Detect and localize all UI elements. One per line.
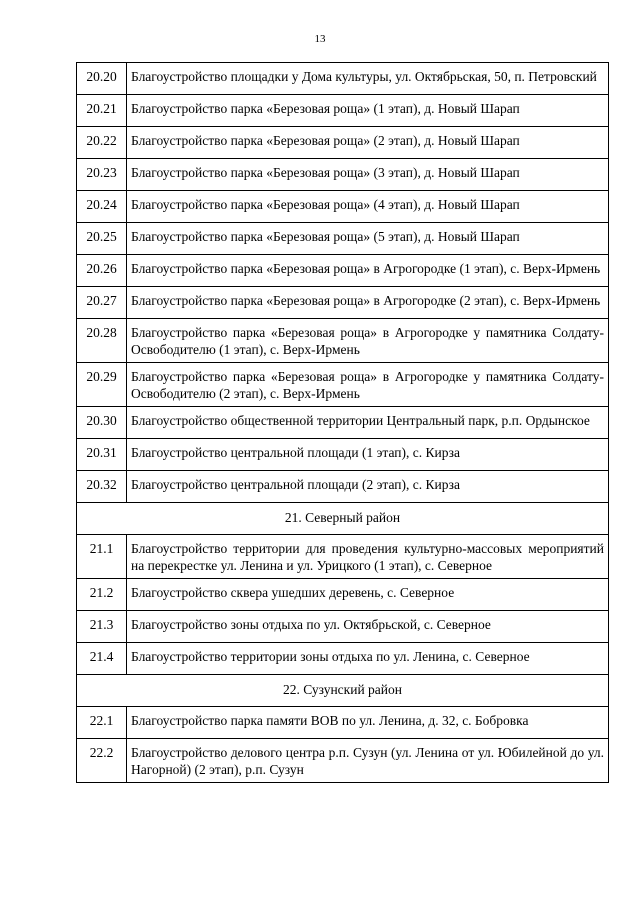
table-row: [77, 439, 609, 471]
page-number: 13: [314, 33, 326, 45]
item-description: Благоустройство парка «Березовая роща» в Агрогородке у памятника Солдату-Освободителю (2 этап), с. Верх-Ирмень: [127, 363, 609, 407]
item-number: 20.24: [77, 191, 127, 223]
item-number: 20.23: [77, 159, 127, 191]
section-header-row: [77, 503, 609, 535]
item-description: Благоустройство делового центра р.п. Сузун (ул. Ленина от ул. Юбилейной до ул. Нагорной) (2 этап), р.п. Сузун: [127, 739, 609, 783]
section-title: 22. Сузунский район: [77, 675, 609, 707]
item-description: Благоустройство парка «Березовая роща» (1 этап), д. Новый Шарап: [127, 95, 609, 127]
item-description: Благоустройство территории зоны отдыха по ул. Ленина, с. Северное: [127, 643, 609, 675]
item-description: Благоустройство парка «Березовая роща» (2 этап), д. Новый Шарап: [127, 127, 609, 159]
table-row: [77, 535, 609, 579]
table-row: [77, 739, 609, 783]
item-description: Благоустройство сквера ушедших деревень, с. Северное: [127, 579, 609, 611]
item-number: 21.1: [77, 535, 127, 579]
item-number: 20.30: [77, 407, 127, 439]
item-number: 20.27: [77, 287, 127, 319]
item-description: Благоустройство парка «Березовая роща» в Агрогородке (1 этап), с. Верх-Ирмень: [127, 255, 609, 287]
table-row: [77, 407, 609, 439]
table-row: [77, 191, 609, 223]
table-row: [77, 159, 609, 191]
table-row: [77, 127, 609, 159]
item-description: Благоустройство парка «Березовая роща» (3 этап), д. Новый Шарап: [127, 159, 609, 191]
item-number: 20.20: [77, 63, 127, 95]
item-description: Благоустройство парка «Березовая роща» в Агрогородке (2 этап), с. Верх-Ирмень: [127, 287, 609, 319]
section-title: 21. Северный район: [77, 503, 609, 535]
table-row: [77, 287, 609, 319]
item-number: 21.3: [77, 611, 127, 643]
table-row: [77, 95, 609, 127]
projects-table-body: [77, 63, 609, 783]
item-number: 21.4: [77, 643, 127, 675]
item-description: Благоустройство центральной площади (2 этап), с. Кирза: [127, 471, 609, 503]
item-number: 20.25: [77, 223, 127, 255]
item-number: 20.32: [77, 471, 127, 503]
table-row: [77, 223, 609, 255]
item-description: Благоустройство парка памяти ВОВ по ул. Ленина, д. 32, с. Бобровка: [127, 707, 609, 739]
item-number: 20.22: [77, 127, 127, 159]
item-number: 22.2: [77, 739, 127, 783]
table-row: [77, 707, 609, 739]
table-row: [77, 319, 609, 363]
item-number: 20.26: [77, 255, 127, 287]
item-number: 20.29: [77, 363, 127, 407]
item-description: Благоустройство парка «Березовая роща» (4 этап), д. Новый Шарап: [127, 191, 609, 223]
table-row: [77, 643, 609, 675]
item-description: Благоустройство площадки у Дома культуры, ул. Октябрьская, 50, п. Петровский: [127, 63, 609, 95]
item-number: 20.21: [77, 95, 127, 127]
table-row: [77, 579, 609, 611]
item-description: Благоустройство центральной площади (1 этап), с. Кирза: [127, 439, 609, 471]
item-description: Благоустройство общественной территории Центральный парк, р.п. Ордынское: [127, 407, 609, 439]
item-number: 21.2: [77, 579, 127, 611]
projects-table: [76, 62, 609, 783]
item-description: Благоустройство зоны отдыха по ул. Октябрьской, с. Северное: [127, 611, 609, 643]
item-description: Благоустройство парка «Березовая роща» в Агрогородке у памятника Солдату-Освободителю (1 этап), с. Верх-Ирмень: [127, 319, 609, 363]
table-row: [77, 255, 609, 287]
item-number: 22.1: [77, 707, 127, 739]
table-row: [77, 363, 609, 407]
table-row: [77, 471, 609, 503]
item-number: 20.31: [77, 439, 127, 471]
table-row: [77, 63, 609, 95]
item-number: 20.28: [77, 319, 127, 363]
section-header-row: [77, 675, 609, 707]
item-description: Благоустройство территории для проведения культурно-массовых мероприятий на перекрестке ул. Ленина и ул. Урицкого (1 этап), с. Северное: [127, 535, 609, 579]
item-description: Благоустройство парка «Березовая роща» (5 этап), д. Новый Шарап: [127, 223, 609, 255]
table-row: [77, 611, 609, 643]
